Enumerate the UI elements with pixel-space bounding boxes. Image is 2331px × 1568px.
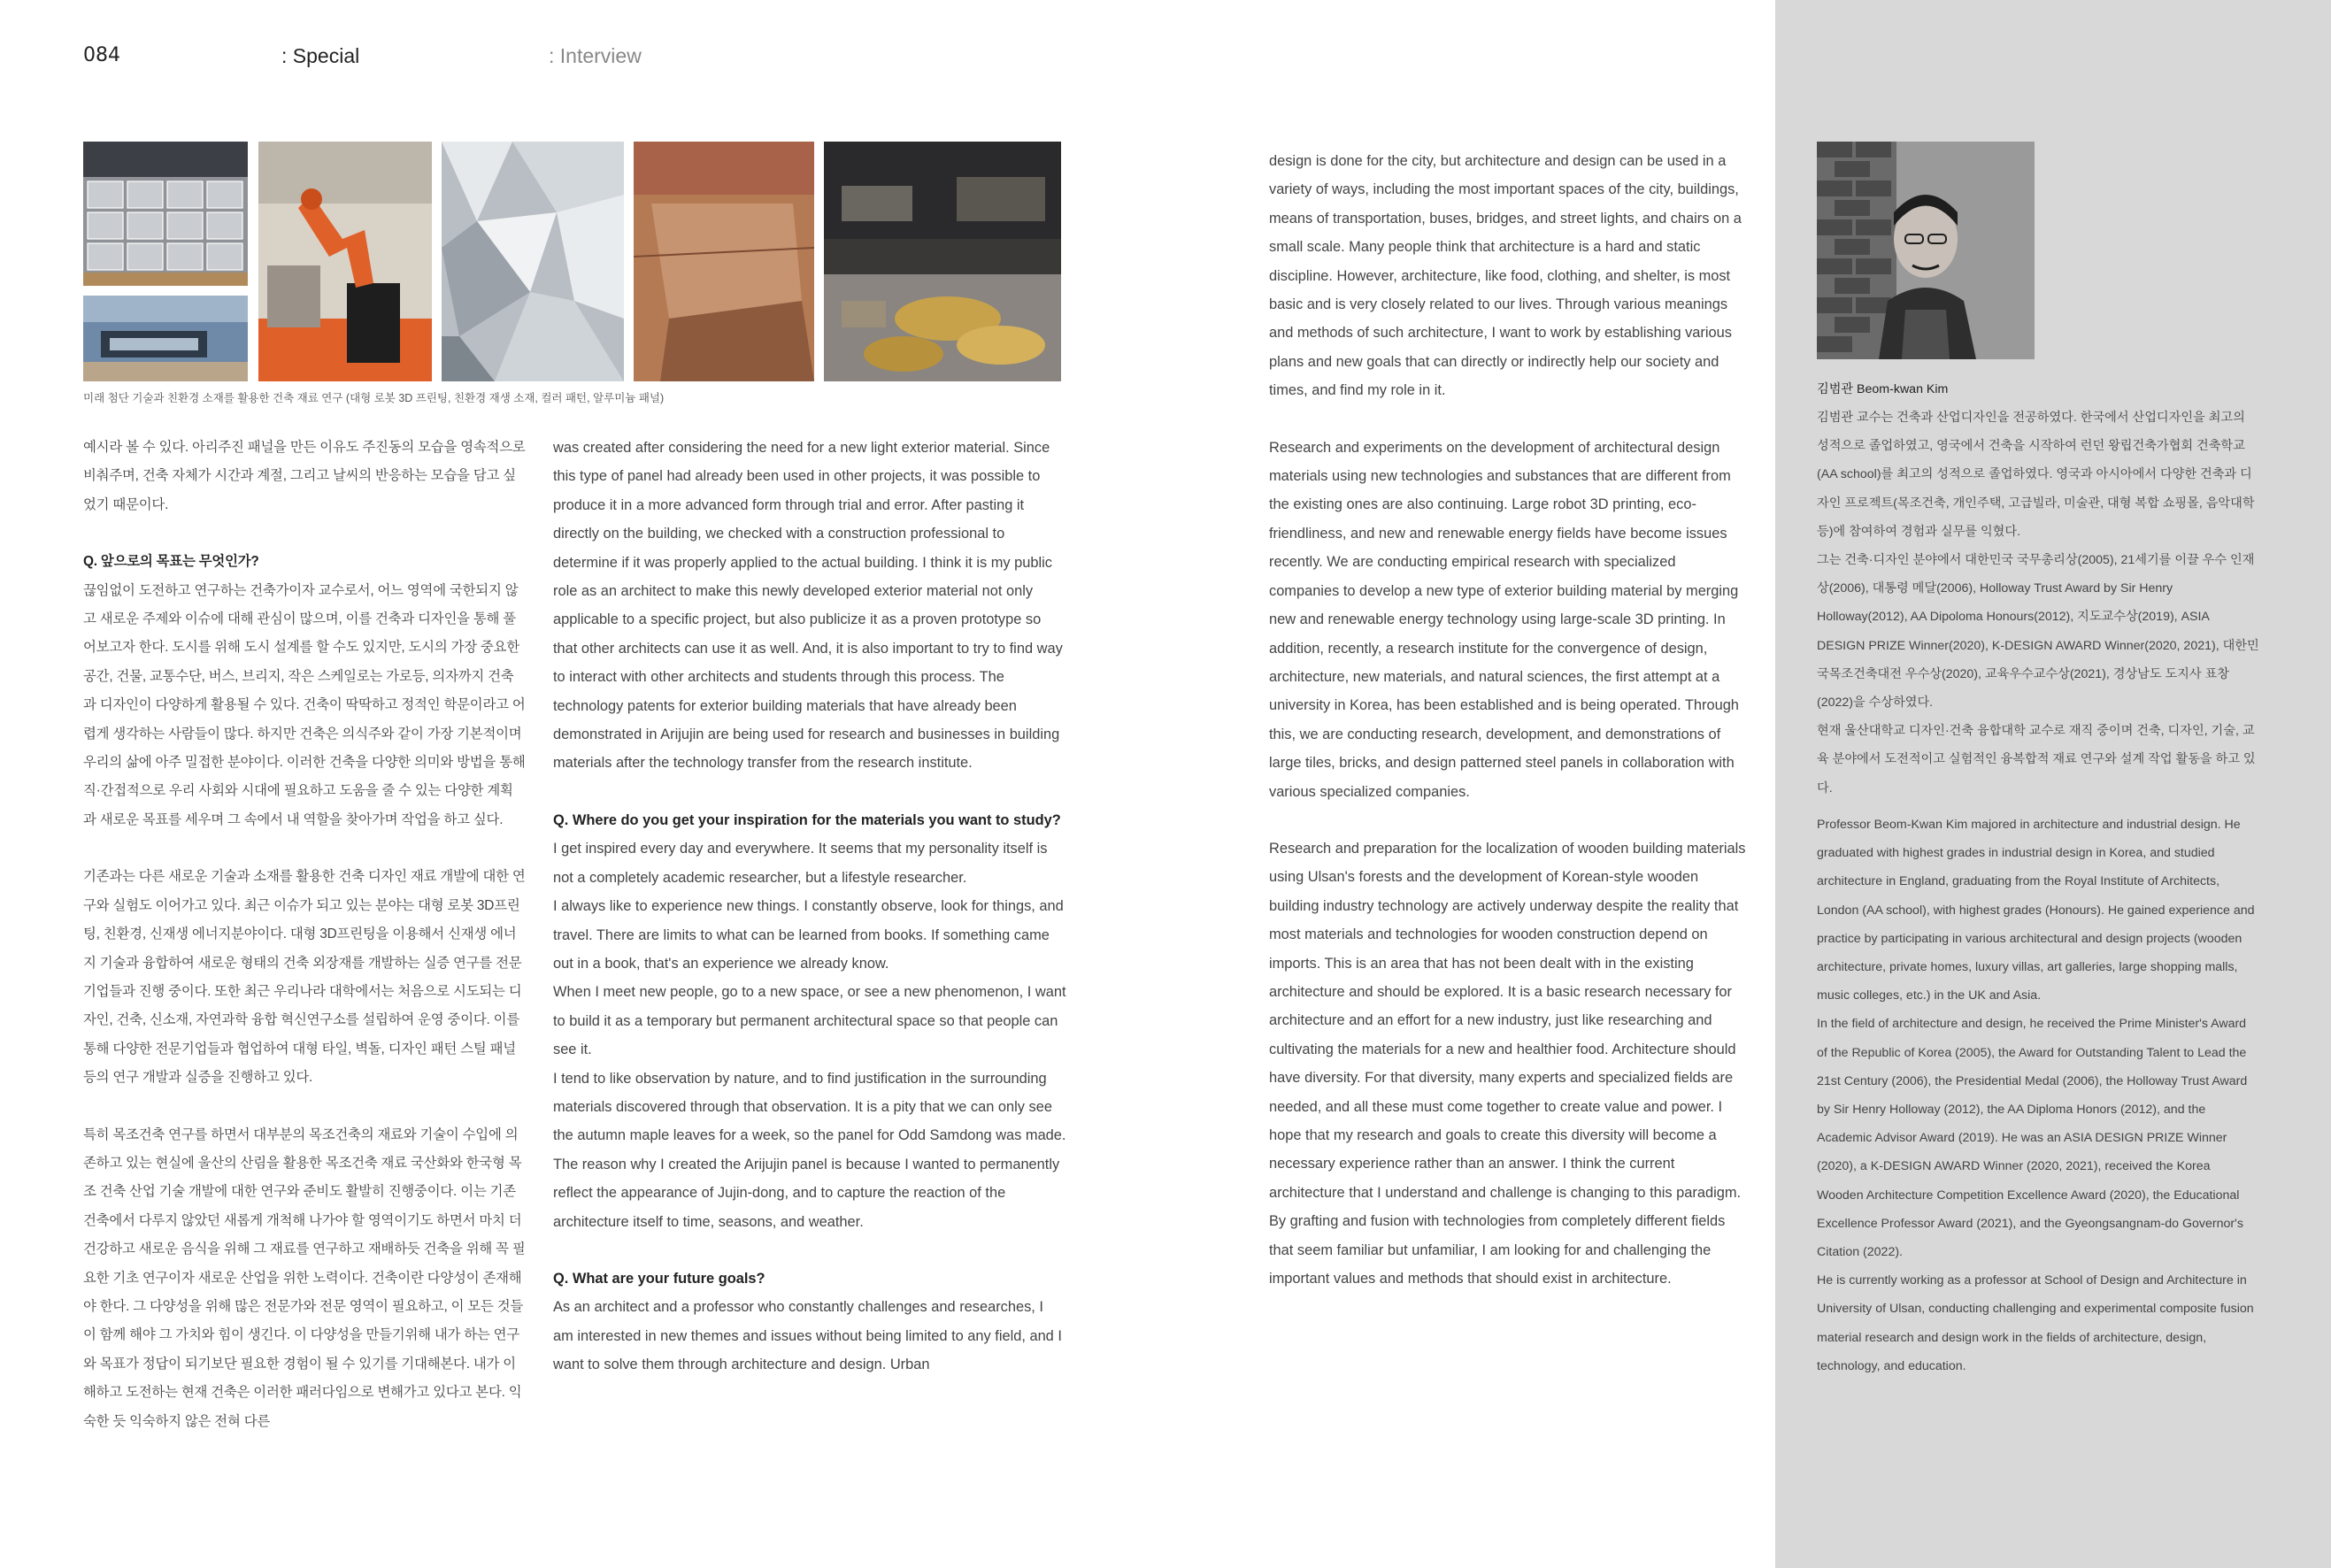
en-paragraph: Research and experiments on the development of architectural design materials using new technologies and substances that are different from the existing ones are also continuing. Large robot 3D printing, eco-friendliness, and new and renewable energy fields have become issues recently. We are conducting empirical research with specialized companies to develop a new type of exterior building material by merging new and renewable energy technology using large-scale 3D printing. In addition, recently, a research institute for the convergence of design, architecture, new materials, and natural sciences, the first attempt at a university in Korea, has been established and is being operated. Through this, we are conducting research, development, and demonstrations of large tiles, bricks, and design patterned steel panels in collaboration with various specialized companies. — [1269, 439, 1739, 800]
en-question-heading: Q. Where do you get your inspiration for the materials you want to study? — [553, 811, 1061, 828]
photo-folded-sculpture — [442, 142, 624, 381]
bio-ko-paragraph: 현재 울산대학교 디자인·건축 융합대학 교수로 재직 중이며 건축, 디자인, 기술, 교육 분야에서 도전적이고 실험적인 융복합적 재료 연구와 설계 작업 활동을 하고 있다. — [1817, 724, 2256, 796]
bio-ko-paragraph: 김범관 교수는 건축과 산업디자인을 전공하였다. 한국에서 산업디자인을 최고의 성적으로 졸업하였고, 영국에서 건축을 시작하여 런던 왕립건축가협회 건축학교(AA school)를 최고의 성적으로 졸업하였다. 영국과 아시아에서 다양한 건축과 디자인 프로젝트(목조건축, 개인주택, 고급빌라, 미술관, 대형 복합 쇼핑몰, 음악대학 등)에 참여하여 경험과 실무를 익혔다. — [1817, 411, 2255, 539]
photo-caption: 미래 첨단 기술과 친환경 소재를 활용한 건축 재료 연구 (대형 로봇 3D 프린팅, 친환경 재생 소재, 컬러 패턴, 알루미늄 패널) — [83, 392, 665, 404]
photo-robot-arm — [258, 142, 432, 381]
ko-paragraph: 특히 목조건축 연구를 하면서 대부분의 목조건축의 재료와 기술이 수입에 의존하고 있는 현실에 울산의 산림을 활용한 목조건축 재료 국산화와 한국형 목조 건축 산업 기술 개발에 대한 연구와 준비도 활발히 진행중이다. 이는 기존 건축에서 다루지 않았던 새롭게 개척해 나가야 할 영역이기도 하면서 마치 더 건강하고 새로운 음식을 위해 그 재료를 연구하고 재배하듯 건축을 위해 꼭 필요한 기초 연구이자 새로운 산업을 위한 노력이다. 건축이란 다양성이 존재해야 한다. 그 다양성을 위해 많은 전문가와 전문 영역이 필요하고, 이 모든 것들이 함께 해야 그 가치와 힘이 생긴다. 이 다양성을 만들기위해 내가 하는 연구와 목표가 정답이 되기보단 필요한 경험이 될 수 있기를 기대해본다. 내가 이해하고 도전하는 현재 건축은 이러한 패러다임으로 변해가고 있다고 본다. 익숙한 듯 익숙하지 않은 전혀 다른 — [83, 1126, 526, 1429]
en-question-heading: Q. What are your future goals? — [553, 1270, 765, 1287]
bio-korean — [1817, 404, 2259, 803]
english-article-column-2 — [1269, 147, 1747, 1321]
bio-en-paragraph: Professor Beom-Kwan Kim majored in architecture and industrial design. He graduated with highest grades in industrial design in Korea, and studied architecture in England, graduating from the Royal Institute of Architects, London (AA school), with highest grades (Honours). He gained experience and practice by participating in various architectural and design projects (wooden architecture, private homes, luxury villas, art galleries, large shopping malls, music colleges, etc.) in the UK and Asia. — [1817, 818, 2255, 1003]
photo-glass-blocks — [83, 142, 248, 286]
page-number: 084 — [83, 44, 120, 66]
portrait-photo — [1817, 142, 2035, 359]
photo-copper-surface — [634, 142, 814, 381]
subsection-label: : Interview — [549, 44, 642, 67]
korean-article-column — [83, 434, 526, 1464]
en-paragraph: design is done for the city, but architecture and design can be used in a variety of ways, including the most important spaces of the city, buildings, means of transportation, buses, bridges, and street lights, and chairs on a small scale. Many people think that architecture is a hard and static discipline. However, architecture, like food, clothing, and shelter, is most basic and is very closely related to our lives. Through various meanings and methods of such architecture, I want to work by establishing various plans and new goals that can directly or indirectly help our society and times, and find my role in it. — [1269, 153, 1742, 399]
photo-studio-gold-tiles — [824, 142, 1061, 381]
photo-panel-samples — [83, 296, 248, 381]
en-paragraph: was created after considering the need for a new light exterior material. Since this type of panel had already been used in other projects, it was possible to produce it in a more advanced form through trial and error. After pasting it directly on the building, we checked with a construction professional to determine if it was properly applied to the actual building. I think it is my public role as an architect to make this newly developed exterior material not only applicable to a specific project, but also publicize it as a proven prototype so that other architects can use it as well. And, it is also important to try to find way to interact with other architects and students through this process. The technology patents for exterior building materials that have already been demonstrated in Arijujin are being used for research and businesses in building materials after the technology transfer from the research institute. — [553, 440, 1063, 772]
bio-en-paragraph: In the field of architecture and design, he received the Prime Minister's Award of the Republic of Korea (2005), the Award for Outstanding Talent to Lead the 21st Century (2006), the Presidential Medal (2006), the Holloway Trust Award by Sir Henry Holloway (2012), the AA Diploma Honors (2012), and the Academic Advisor Award (2019). He was an ASIA DESIGN PRIZE Winner (2020), a K-DESIGN AWARD Winner (2020, 2021), received the Korea Wooden Architecture Competition Excellence Award (2020), the Educational Excellence Professor Award (2021), and the Gyeongsangnam-do Governor's Citation (2022). — [1817, 1017, 2248, 1260]
en-paragraph: When I meet new people, go to a new space, or see a new phenomenon, I want to build it as a temporary but permanent architectural space so that people can see it. — [553, 984, 1066, 1058]
bio-ko-paragraph: 그는 건축·디자인 분야에서 대한민국 국무총리상(2005), 21세기를 이끌 우수 인재상(2006), 대통령 메달(2006), Holloway Trust Award by Sir Henry Holloway(2012), AA Dipoloma Honours(2012), 지도교수상(2019), ASIA DESIGN PRIZE Winner(2020), K-DESIGN AWARD Winner(2020, 2021), 대한민국목조건축대전 우수상(2020), 교육우수교수상(2021), 경상남도 도지사 표창(2022)을 수상하였다. — [1817, 553, 2259, 711]
en-paragraph: Research and preparation for the localization of wooden building materials using Ulsan's forests and the development of Korean-style wooden building industry technology are actively underway despite the reality that most materials and technologies for wooden construction depend on imports. This is an area that has not been dealt with in the existing architecture and should be explored. It is a basic research necessary for architecture and an effort for a new industry, just like researching and cultivating the materials for a new and healthier food. Architecture should have diversity. For that diversity, many experts and specialized fields are needed, and all these must come together to create value and power. I hope that my research and goals to create this diversity will become a necessary experience rather than an answer. I think the current architecture that I understand and challenge is changing to this paradigm. By grafting and fusion with technologies from completely different fields that seem familiar but unfamiliar, I am looking for and challenging the important values and methods that should exist in architecture. — [1269, 840, 1746, 1287]
section-label: : Special — [281, 44, 360, 67]
en-paragraph: I tend to like observation by nature, and to find justification in the surrounding materials discovered through that observation. It is a pity that we can only see the autumn maple leaves for a week, so the panel for Odd Samdong was made. The reason why I created the Arijujin panel is because I wanted to permanently reflect the appearance of Jujin-dong, and to capture the reaction of the architecture itself to time, seasons, and weather. — [553, 1070, 1066, 1230]
bio-english — [1817, 811, 2259, 1380]
bio-name: 김범관 Beom-kwan Kim — [1817, 382, 1949, 396]
ko-paragraph: 기존과는 다른 새로운 기술과 소재를 활용한 건축 디자인 재료 개발에 대한 연구와 실험도 이어가고 있다. 최근 이슈가 되고 있는 분야는 대형 로봇 3D프린팅, 친환경, 신재생 에너지분야이다. 대형 3D프린팅을 이용해서 신재생 에너지 기술과 융합하여 새로운 형태의 건축 외장재를 개발하는 실증 연구를 전문 기업들과 진행 중이다. 또한 최근 우리나라 대학에서는 처음으로 시도되는 디자인, 건축, 신소재, 자연과학 융합 혁신연구소를 설립하여 운영 중이다. 이를 통해 다양한 전문기업들과 협업하여 대형 타일, 벽돌, 디자인 패턴 스틸 패널 등의 연구 개발과 실증을 진행하고 있다. — [83, 869, 526, 1086]
en-paragraph: I always like to experience new things. I constantly observe, look for things, and travel. There are limits to what can be learned from books. If something came out in a book, that's an experience we already know. — [553, 898, 1064, 972]
english-article-column-1 — [553, 434, 1066, 1408]
en-paragraph: As an architect and a professor who constantly challenges and researches, I am interested in new themes and issues without being limited to any field, and I want to solve them through architecture and design. Urban — [553, 1299, 1062, 1373]
bio-en-paragraph: He is currently working as a professor at School of Design and Architecture in University of Ulsan, conducting challenging and experimental composite fusion material research and design work in the fields of architecture, design, technology, and education. — [1817, 1273, 2254, 1373]
ko-paragraph: 예시라 볼 수 있다. 아리주진 패널을 만든 이유도 주진동의 모습을 영속적으로 비춰주며, 건축 자체가 시간과 계절, 그리고 날씨의 반응하는 모습을 담고 싶었기 때문이다. — [83, 440, 526, 512]
ko-paragraph: 끊임없이 도전하고 연구하는 건축가이자 교수로서, 어느 영역에 국한되지 않고 새로운 주제와 이슈에 대해 관심이 많으며, 이를 건축과 디자인을 통해 풀어보고자 한다. 도시를 위해 도시 설계를 할 수도 있지만, 도시의 가장 중요한 공간, 건물, 교통수단, 버스, 브리지, 작은 스케일로는 가로등, 의자까지 건축과 디자인이 다양하게 활용될 수 있다. 건축이 딱딱하고 정적인 학문이라고 어렵게 생각하는 사람들이 많다. 하지만 건축은 의식주와 같이 가장 기본적이며 우리의 삶에 아주 밀접한 분야이다. 이러한 건축을 다양한 의미와 방법을 통해 직·간접적으로 우리 사회와 시대에 필요하고 도움을 줄 수 있는 다양한 계획과 새로운 목표를 세우며 그 속에서 내 역할을 찾아가며 작업을 하고 싶다. — [83, 582, 526, 827]
ko-question-heading: Q. 앞으로의 목표는 무엇인가? — [83, 554, 259, 570]
en-paragraph: I get inspired every day and everywhere. It seems that my personality itself is not a completely academic researcher, but a lifestyle researcher. — [553, 841, 1048, 886]
